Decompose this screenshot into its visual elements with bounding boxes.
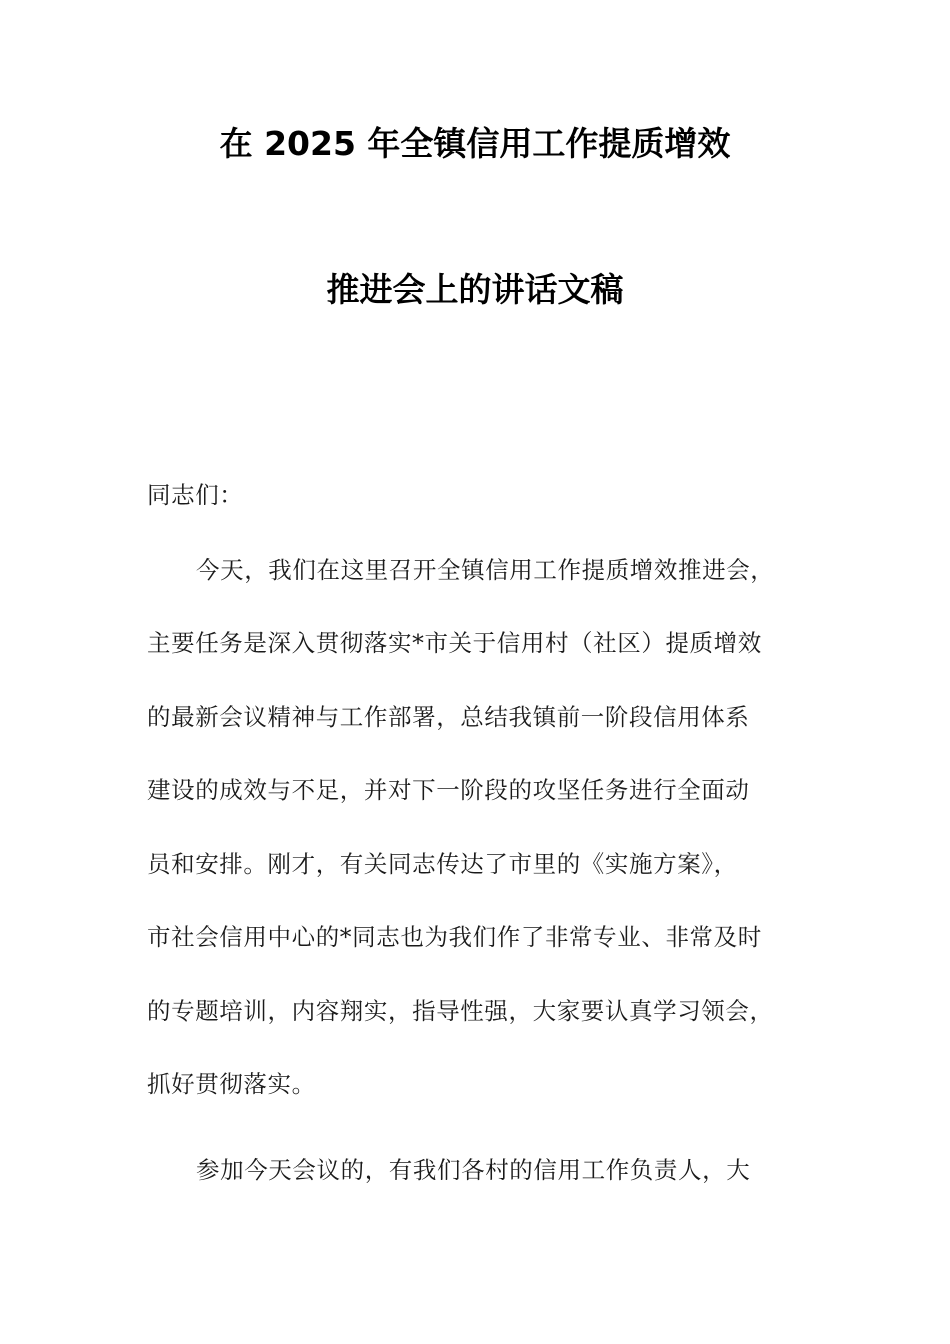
salutation: 同志们： bbox=[147, 481, 244, 509]
paragraph-line: 的专题培训，内容翔实，指导性强，大家要认真学习领会， bbox=[147, 997, 774, 1025]
paragraph-line: 今天，我们在这里召开全镇信用工作提质增效推进会， bbox=[196, 556, 775, 584]
document-title-line-1: 在 2025 年全镇信用工作提质增效 bbox=[219, 124, 731, 163]
paragraph-line: 主要任务是深入贯彻落实*市关于信用村（社区）提质增效 bbox=[147, 629, 762, 657]
paragraph-line: 参加今天会议的，有我们各村的信用工作负责人，大 bbox=[196, 1156, 751, 1184]
paragraph-line: 的最新会议精神与工作部署，总结我镇前一阶段信用体系 bbox=[147, 703, 750, 731]
paragraph-line: 建设的成效与不足，并对下一阶段的攻坚任务进行全面动 bbox=[147, 776, 750, 804]
paragraph-line: 抓好贯彻落实。 bbox=[147, 1070, 316, 1098]
document-title-line-2: 推进会上的讲话文稿 bbox=[326, 270, 624, 309]
paragraph-line: 市社会信用中心的*同志也为我们作了非常专业、非常及时 bbox=[147, 923, 762, 951]
paragraph-line: 员和安排。刚才，有关同志传达了市里的《实施方案》， bbox=[147, 850, 738, 878]
